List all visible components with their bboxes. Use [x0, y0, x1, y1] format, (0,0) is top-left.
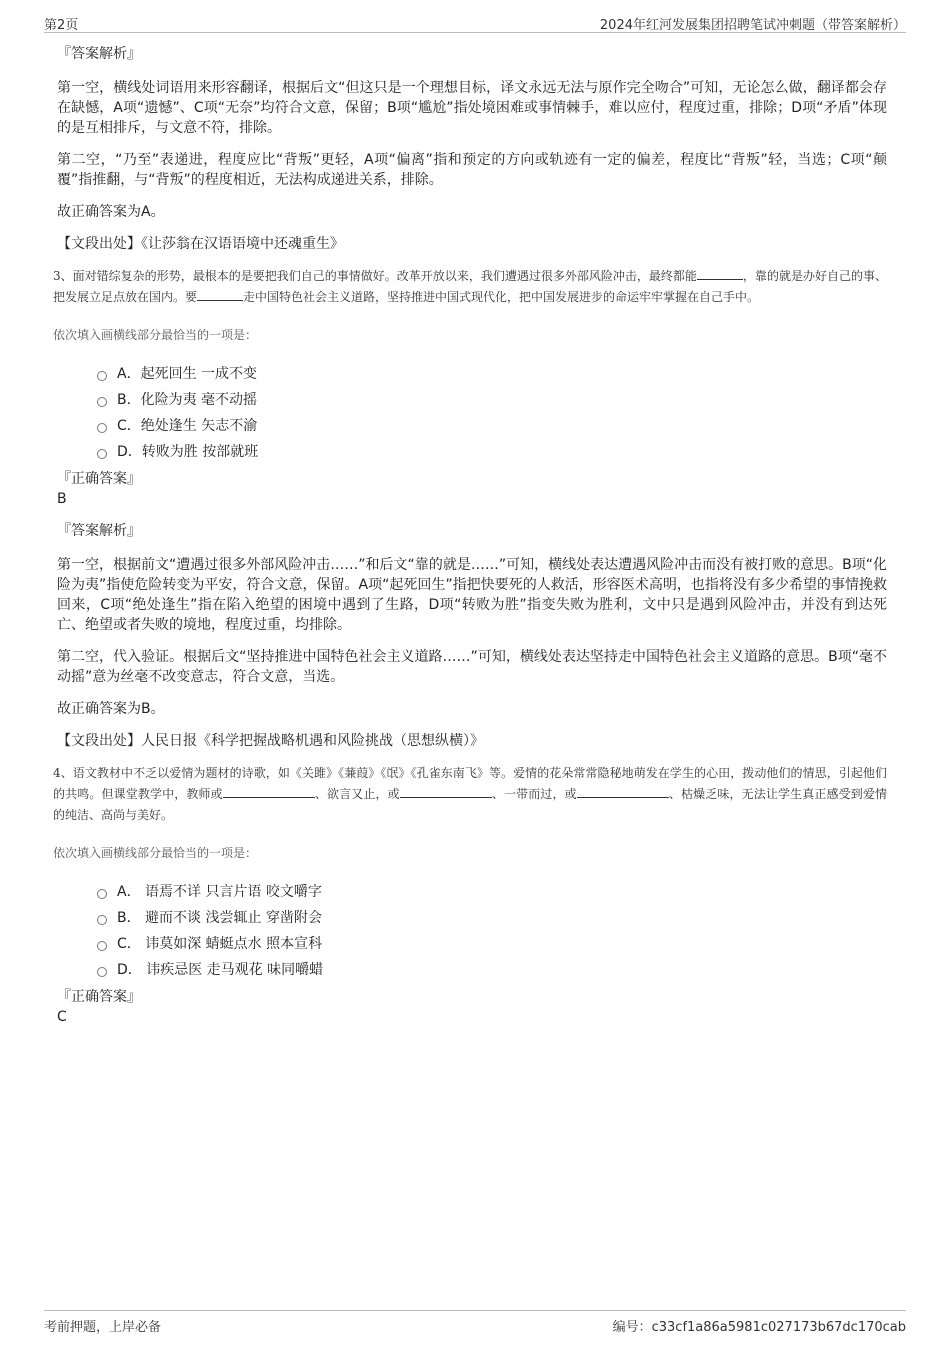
- option-a[interactable]: [97, 879, 887, 905]
- fill-blank: [197, 288, 243, 301]
- radio-icon[interactable]: [97, 941, 107, 951]
- option-label: C．绝处逢生 矢志不渝: [117, 418, 258, 434]
- fill-blank: [697, 267, 743, 280]
- page-footer: [44, 1310, 906, 1333]
- option-label: A．起死回生 一成不变: [117, 366, 258, 382]
- fill-blank: [400, 785, 492, 798]
- option-d[interactable]: [97, 957, 887, 983]
- question-text: 3、面对错综复杂的形势，最根本的是要把我们自己的事情做好。改革开放以来，我们遭遇过很多外部风险冲击，最终都能: [53, 269, 697, 283]
- question-text: 走中国特色社会主义道路，坚持推进中国式现代化，把中国发展进步的命运牢牢掌握在自己手中。: [243, 290, 760, 304]
- analysis-paragraph: 第一空，根据前文“遭遇过很多外部风险冲击……”和后文“靠的就是……”可知，横线处表达遭遇风险冲击而没有被打败的意思。B项“化险为夷”指使危险转变为平安，符合文意，保留。A项“起死回生”指把快要死的人救活，形容医术高明，也指将没有多少希望的事情挽救回来，C项“绝处逢生”指在陷入绝望的困境中遇到了生路，D项“转败为胜”指变失败为胜利，文中只是遇到风险冲击，并没有到达死亡、绝望或者失败的境地，程度过重，均排除。: [57, 557, 887, 633]
- conclusion: 故正确答案为A。: [57, 204, 165, 220]
- radio-icon[interactable]: [97, 915, 107, 925]
- option-label: C． 讳莫如深 蜻蜓点水 照本宣科: [117, 936, 323, 952]
- fill-blank: [223, 785, 315, 798]
- correct-answer: B: [57, 491, 67, 507]
- question-text: 、欲言又止，或: [314, 787, 400, 801]
- option-d[interactable]: [97, 439, 887, 465]
- option-c[interactable]: [97, 413, 887, 439]
- question-prompt: 依次填入画横线部分最恰当的一项是：: [53, 846, 258, 860]
- fill-blank: [577, 785, 669, 798]
- source-citation: 【文段出处】人民日报《科学把握战略机遇和风险挑战（思想纵横）》: [57, 733, 484, 749]
- option-a[interactable]: [97, 361, 887, 387]
- question-text: 、一带而过，或: [491, 787, 577, 801]
- page-header: [44, 12, 906, 33]
- correct-answer-label: 『正确答案』: [57, 471, 141, 487]
- option-list: [97, 879, 887, 983]
- page-number: 第2页: [44, 18, 79, 33]
- analysis-paragraph: 第二空，“乃至”表递进，程度应比“背叛”更轻，A项“偏离”指和预定的方向或轨迹有一定的偏差，程度比“背叛”轻，当选；C项“颠覆”指推翻，与“背叛”的程度相近，无法构成递进关系，排除。: [57, 152, 887, 188]
- option-label: D． 讳疾忌医 走马观花 味同嚼蜡: [117, 962, 324, 978]
- question-text: 4、语文教材中不乏以爱情为题材的诗歌，如《关雎》《蒹葭》《氓》《孔雀东南飞》等。爱情的花朵常常隐秘地萌发在学生的心田，拨动他们的情思，引起他们的共鸣。但课堂教学中，教师或: [53, 766, 887, 801]
- analysis-label: 『答案解析』: [57, 523, 141, 539]
- question-prompt: 依次填入画横线部分最恰当的一项是：: [53, 328, 258, 342]
- conclusion: 故正确答案为B。: [57, 701, 165, 717]
- radio-icon[interactable]: [97, 889, 107, 899]
- correct-answer-label: 『正确答案』: [57, 989, 141, 1005]
- option-label: D．转败为胜 按部就班: [117, 444, 259, 460]
- question-text: 、枯燥乏味，无法让学生真正感受到爱情的纯洁、高尚与美好。: [53, 787, 887, 822]
- option-b[interactable]: [97, 387, 887, 413]
- question-3: [53, 266, 887, 308]
- correct-answer: C: [57, 1009, 67, 1025]
- analysis-paragraph: 第二空，代入验证。根据后文“坚持推进中国特色社会主义道路……”可知，横线处表达坚持走中国特色社会主义道路的意思。B项“毫不动摇”意为丝毫不改变意志，符合文意，当选。: [57, 649, 887, 685]
- option-list: [97, 361, 887, 465]
- option-b[interactable]: [97, 905, 887, 931]
- document-body: [53, 44, 887, 1039]
- option-label: B．化险为夷 毫不动摇: [117, 392, 258, 408]
- option-label: A． 语焉不详 只言片语 咬文嚼字: [117, 884, 322, 900]
- source-citation: 【文段出处】《让莎翁在汉语语境中还魂重生》: [57, 236, 344, 252]
- analysis-label: 『答案解析』: [57, 46, 141, 62]
- radio-icon[interactable]: [97, 423, 107, 433]
- radio-icon[interactable]: [97, 397, 107, 407]
- question-text: ，靠的就是办好自己的事、把发展立足点放在国内。要: [53, 269, 887, 304]
- question-4: [53, 763, 887, 826]
- option-label: B． 避而不谈 浅尝辄止 穿凿附会: [117, 910, 322, 926]
- radio-icon[interactable]: [97, 449, 107, 459]
- document-code: 编号：c33cf1a86a5981c027173b67dc170cab: [612, 1320, 906, 1335]
- document-title: 2024年红河发展集团招聘笔试冲刺题（带答案解析）: [599, 18, 906, 33]
- option-c[interactable]: [97, 931, 887, 957]
- radio-icon[interactable]: [97, 967, 107, 977]
- radio-icon[interactable]: [97, 371, 107, 381]
- analysis-paragraph: 第一空，横线处词语用来形容翻译，根据后文“但这只是一个理想目标，译文永远无法与原作完全吻合”可知，无论怎么做，翻译都会存在缺憾，A项“遗憾”、C项“无奈”均符合文意，保留；B项“尴尬”指处境困难或事情棘手，难以应付，程度过重，排除；D项“矛盾”体现的是互相排斥，与文意不符，排除。: [57, 80, 887, 136]
- footer-slogan: 考前押题，上岸必备: [44, 1320, 162, 1335]
